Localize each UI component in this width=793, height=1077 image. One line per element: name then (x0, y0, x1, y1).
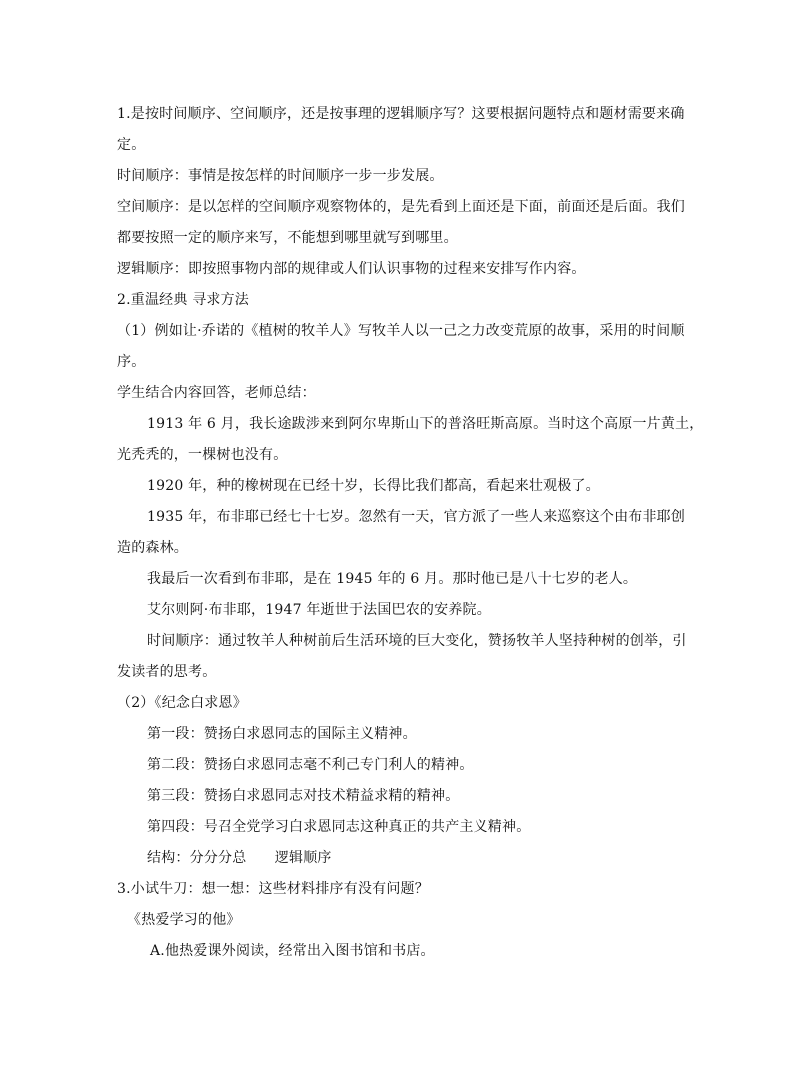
text-line: 第四段：号召全党学习白求恩同志这种真正的共产主义精神。 (147, 819, 531, 835)
text-line: 我最后一次看到布非耶，是在 1945 年的 6 月。那时他已是八十七岁的老人。 (147, 571, 638, 587)
text-line: 造的森林。 (117, 540, 188, 556)
text-line: 时间顺序：事情是按怎样的时间顺序一步一步发展。 (117, 168, 444, 184)
text-line: 定。 (117, 137, 146, 153)
text-line: 第三段：赞扬白求恩同志对技术精益求精的精神。 (147, 788, 460, 804)
text-line: （2）《纪念白求恩》 (117, 695, 247, 711)
text-line: 空间顺序：是以怎样的空间顺序观察物体的，是先看到上面还是下面，前面还是后面。我们 (117, 199, 685, 215)
text-line: 光秃秃的，一棵树也没有。 (117, 447, 288, 463)
text-line: 1.是按时间顺序、空间顺序，还是按事理的逻辑顺序写？这要根据问题特点和题材需要来确 (117, 106, 685, 122)
text-line: 逻辑顺序：即按照事物内部的规律或人们认识事物的过程来安排写作内容。 (117, 261, 586, 277)
text-line: 结构：分分分总 逻辑顺序 (147, 850, 332, 866)
text-line: 发读者的思考。 (117, 664, 217, 680)
text-line: A.他热爱课外阅读，经常出入图书馆和书店。 (150, 943, 435, 959)
section-heading: 3.小试牛刀：想一想：这些材料排序有没有问题？ (117, 881, 429, 897)
text-line: （1）例如让·乔诺的《植树的牧羊人》写牧羊人以一己之力改变荒原的故事，采用的时间顺 (117, 323, 685, 339)
text-line: 《热爱学习的他》 (127, 912, 241, 928)
text-line: 1913 年 6 月，我长途跋涉来到阿尔卑斯山下的普洛旺斯高原。当时这个高原一片黄土， (147, 416, 704, 432)
text-line: 1920 年，种的橡树现在已经十岁，长得比我们都高，看起来壮观极了。 (147, 478, 600, 494)
text-line: 第一段：赞扬白求恩同志的国际主义精神。 (147, 726, 417, 742)
text-line: 第二段：赞扬白求恩同志毫不利己专门利人的精神。 (147, 757, 474, 773)
text-line: 学生结合内容回答，老师总结： (117, 385, 316, 401)
text-line: 艾尔则阿·布非耶，1947 年逝世于法国巴农的安养院。 (147, 602, 491, 618)
text-line: 序。 (117, 354, 146, 370)
text-line: 1935 年，布非耶已经七十七岁。忽然有一天，官方派了一些人来巡察这个由布非耶创 (147, 509, 686, 525)
text-line: 时间顺序：通过牧羊人种树前后生活环境的巨大变化，赞扬牧羊人坚持种树的创举，引 (147, 633, 687, 649)
text-line: 都要按照一定的顺序来写，不能想到哪里就写到哪里。 (117, 230, 458, 246)
section-heading: 2.重温经典 寻求方法 (117, 292, 250, 308)
